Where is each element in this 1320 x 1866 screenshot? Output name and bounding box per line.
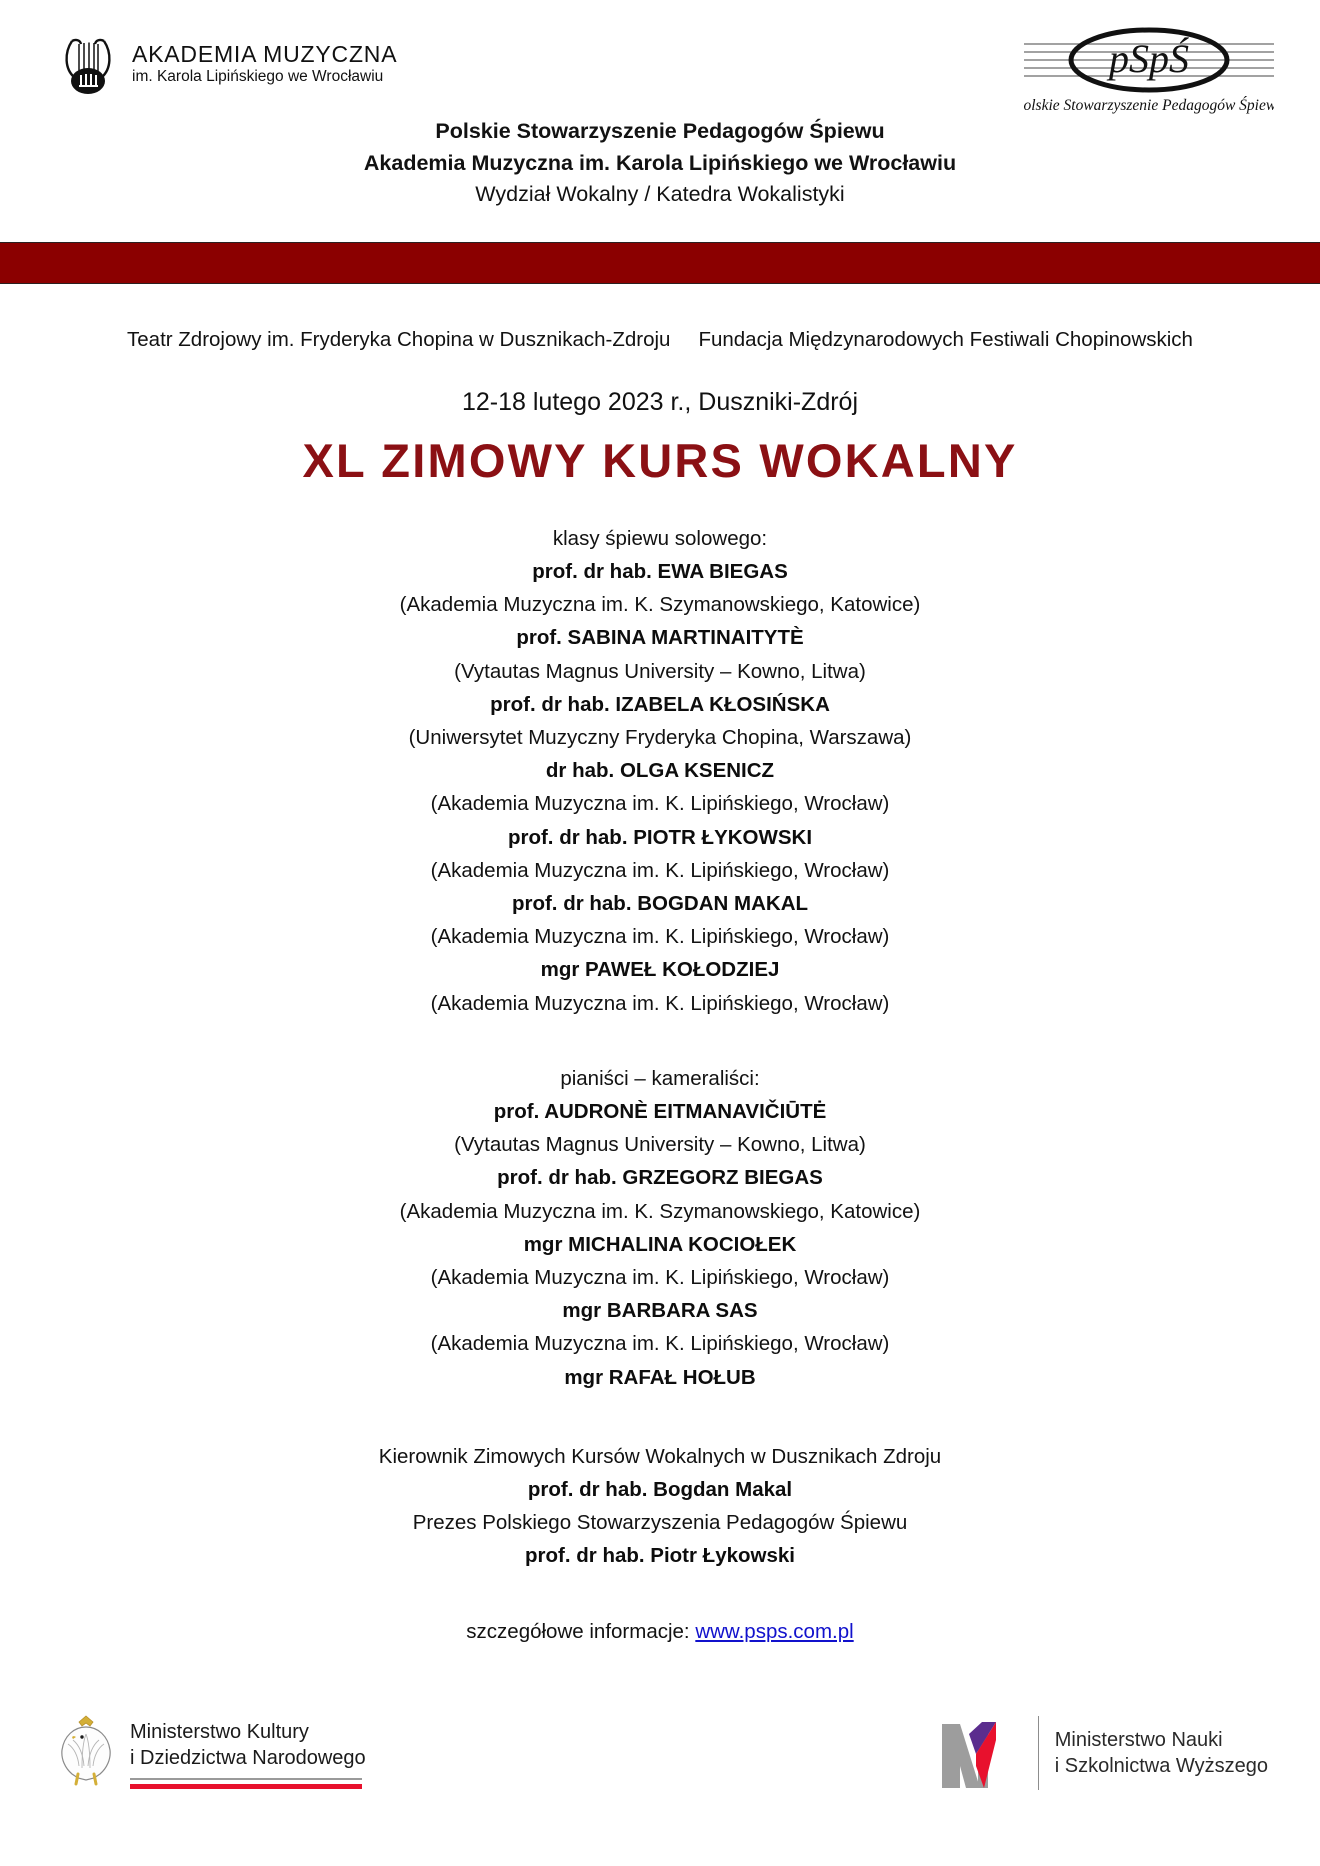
faculty-name: prof. SABINA MARTINAITYTÈ <box>516 626 804 650</box>
academy-logo <box>60 33 397 95</box>
red-divider-bar <box>0 242 1320 284</box>
faculty-name: prof. dr hab. GRZEGORZ BIEGAS <box>497 1166 823 1190</box>
mkidn-line2: i Dziedzictwa Narodowego <box>130 1746 366 1769</box>
signature-role: Kierownik Zimowych Kursów Wokalnych w Dusznikach Zdroju <box>378 1444 942 1468</box>
pianists-section <box>0 1062 1320 1394</box>
faculty-affiliation: (Akademia Muzyczna im. K. Lipińskiego, Wrocław) <box>430 1266 890 1290</box>
faculty-name: prof. dr hab. EWA BIEGAS <box>532 559 788 583</box>
faculty-name: prof. dr hab. IZABELA KŁOSIŃSKA <box>490 692 830 716</box>
mkidn-wordmark <box>130 1710 366 1789</box>
faculty-affiliation: (Vytautas Magnus University – Kowno, Litwa) <box>454 1133 866 1157</box>
signature-role: Prezes Polskiego Stowarzyszenia Pedagogów Śpiewu <box>412 1511 908 1535</box>
signature-block <box>0 1440 1320 1573</box>
mnisw-wordmark <box>1055 1727 1268 1779</box>
solo-singing-section <box>0 522 1320 1020</box>
faculty-name: mgr RAFAŁ HOŁUB <box>564 1365 756 1389</box>
faculty-affiliation: (Akademia Muzyczna im. K. Lipińskiego, Wrocław) <box>430 991 890 1015</box>
psps-caption: Polskie Stowarzyszenie Pedagogów Śpiewu <box>1024 97 1274 114</box>
page-title: XL ZIMOWY KURS WOKALNY <box>302 433 1018 487</box>
psps-website-link[interactable]: www.psps.com.pl <box>695 1619 854 1643</box>
signature-name: prof. dr hab. Piotr Łykowski <box>525 1544 795 1568</box>
mkidn-line1: Ministerstwo Kultury <box>130 1721 309 1743</box>
mnisw-logo <box>936 1714 1268 1792</box>
mnisw-line1: Ministerstwo Nauki <box>1054 1729 1223 1751</box>
academy-logo-line2: im. Karola Lipińskiego we Wrocławiu <box>132 68 384 86</box>
solo-section-heading: klasy śpiewu solowego: <box>552 526 768 550</box>
faculty-name: mgr MICHALINA KOCIOŁEK <box>523 1232 797 1256</box>
header-line-association: Polskie Stowarzyszenie Pedagogów Śpiewu <box>435 119 885 143</box>
academy-logo-line1: AKADEMIA MUZYCZNA <box>132 41 398 68</box>
partner-foundation: Fundacja Międzynarodowych Festiwali Chopinowskich <box>698 327 1193 351</box>
header-line-faculty: Wydział Wokalny / Katedra Wokalistyki <box>475 182 845 207</box>
mkidn-rules <box>130 1778 362 1789</box>
faculty-affiliation: (Akademia Muzyczna im. K. Lipińskiego, Wrocław) <box>430 792 890 816</box>
mnisw-m-mark-icon <box>936 1714 1022 1792</box>
more-info-label: szczegółowe informacje: <box>466 1619 690 1643</box>
partners-row <box>0 328 1320 352</box>
header-line-academy: Akademia Muzyczna im. Karola Lipińskiego we Wrocławiu <box>363 150 957 175</box>
lyre-icon <box>60 33 116 95</box>
partner-theatre: Teatr Zdrojowy im. Fryderyka Chopina w Dusznikach-Zdroju <box>127 327 671 351</box>
polish-eagle-icon <box>52 1710 120 1788</box>
faculty-affiliation: (Akademia Muzyczna im. K. Lipińskiego, Wrocław) <box>430 858 890 882</box>
faculty-affiliation: (Uniwersytet Muzyczny Fryderyka Chopina, Warszawa) <box>408 726 912 749</box>
mnisw-divider <box>1038 1716 1039 1790</box>
faculty-affiliation: (Akademia Muzyczna im. K. Lipińskiego, Wrocław) <box>430 1332 890 1356</box>
top-logo-row <box>0 0 1320 120</box>
faculty-name: dr hab. OLGA KSENICZ <box>545 759 775 783</box>
mkidn-grey-rule <box>130 1778 362 1780</box>
event-date-place: 12-18 lutego 2023 r., Duszniki-Zdrój <box>461 387 859 416</box>
mkidn-logo <box>52 1710 366 1789</box>
faculty-affiliation: (Akademia Muzyczna im. K. Szymanowskiego, Katowice) <box>399 1199 921 1223</box>
faculty-name: prof. dr hab. PIOTR ŁYKOWSKI <box>507 825 813 849</box>
pianists-section-heading: pianiści – kameraliści: <box>560 1066 760 1090</box>
footer-logos <box>0 1692 1320 1842</box>
psps-logo <box>1024 22 1274 117</box>
faculty-name: prof. dr hab. BOGDAN MAKAL <box>511 892 809 916</box>
mnisw-line2: i Szkolnictwa Wyższego <box>1054 1755 1268 1777</box>
faculty-affiliation: (Akademia Muzyczna im. K. Lipińskiego, Wrocław) <box>430 925 890 949</box>
faculty-name: prof. AUDRONÈ EITMANAVIČIŪTĖ <box>493 1100 827 1124</box>
mkidn-red-rule <box>130 1784 362 1789</box>
signature-name: prof. dr hab. Bogdan Makal <box>527 1478 793 1502</box>
more-info-line <box>0 1620 1320 1644</box>
faculty-affiliation: (Akademia Muzyczna im. K. Szymanowskiego, Katowice) <box>399 593 921 617</box>
academy-logo-wordmark <box>132 42 397 85</box>
psps-monogram: pSpŚ <box>1109 36 1189 81</box>
faculty-name: mgr BARBARA SAS <box>562 1299 758 1323</box>
faculty-name: mgr PAWEŁ KOŁODZIEJ <box>540 958 780 982</box>
header-block <box>0 116 1320 211</box>
faculty-affiliation: (Vytautas Magnus University – Kowno, Litwa) <box>454 659 866 683</box>
